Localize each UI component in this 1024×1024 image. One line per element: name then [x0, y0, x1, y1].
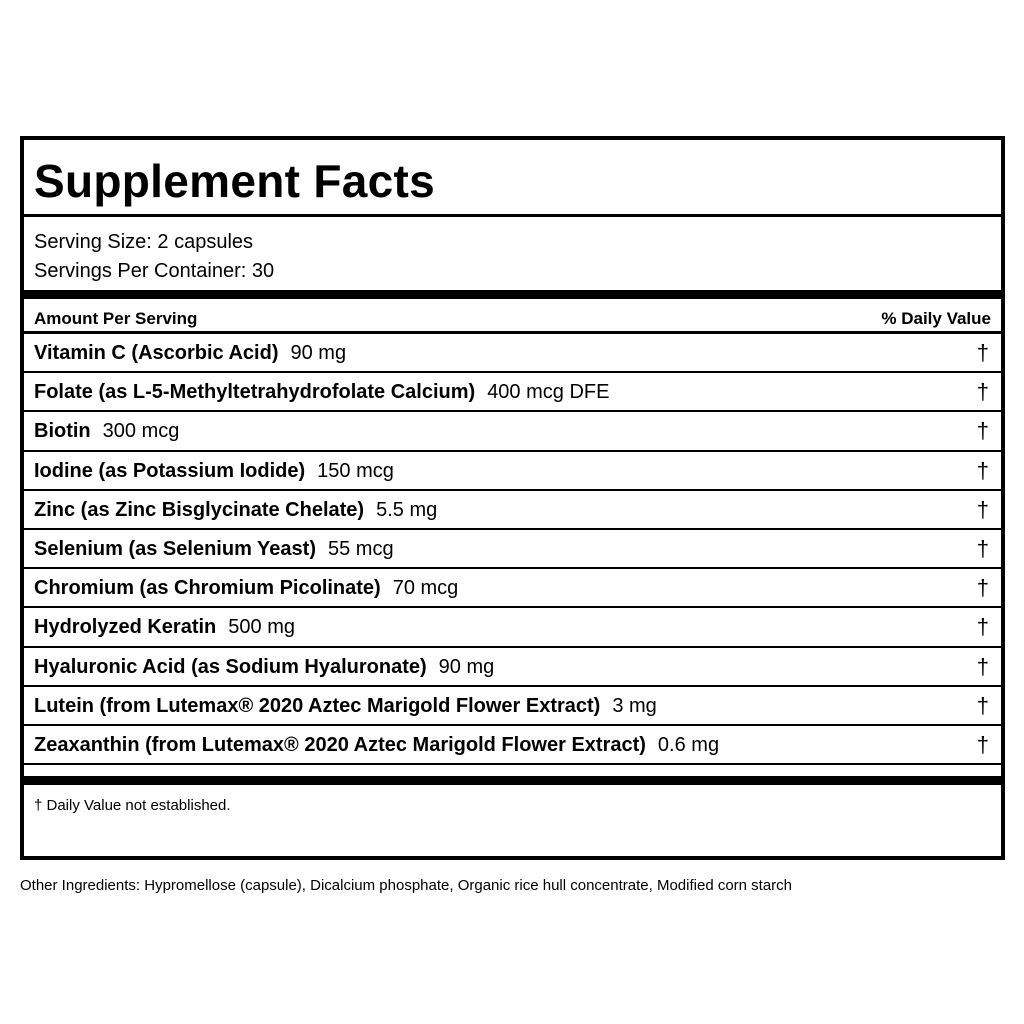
nutrient-row	[24, 412, 1001, 451]
nutrient-amount: 3 mg	[612, 694, 657, 717]
amount-per-serving-header: Amount Per Serving	[34, 309, 198, 328]
nutrient-amount: 5.5 mg	[376, 498, 438, 521]
nutrient-name: Zinc (as Zinc Bisglycinate Chelate)	[34, 498, 365, 521]
nutrient-row	[24, 452, 1001, 491]
daily-value-mark: †	[976, 496, 989, 522]
nutrient-row	[24, 334, 1001, 373]
nutrient-row	[24, 373, 1001, 412]
nutrient-amount: 55 mcg	[327, 537, 394, 560]
daily-value-mark: †	[976, 340, 989, 365]
nutrient-amount: 300 mcg	[102, 420, 180, 443]
nutrient-amount: 90 mg	[438, 655, 495, 678]
nutrient-amount: 400 mcg DFE	[487, 381, 610, 404]
nutrient-name: Zeaxanthin (from Lutemax® 2020 Aztec Marigold Flower Extract)	[34, 733, 646, 756]
daily-value-mark: †	[976, 575, 989, 601]
supplement-facts-panel	[20, 136, 1005, 860]
nutrient-row	[24, 569, 1001, 608]
nutrient-name: Selenium (as Selenium Yeast)	[34, 537, 316, 560]
daily-value-mark: †	[976, 379, 989, 405]
serving-size: Serving Size: 2 capsules	[34, 231, 254, 253]
daily-value-mark: †	[976, 418, 989, 444]
daily-value-mark: †	[976, 653, 989, 679]
nutrient-row	[24, 648, 1001, 687]
other-ingredients: Other Ingredients: Hypromellose (capsule), Dicalcium phosphate, Organic rice hull concentrate, Modified corn starch	[20, 877, 793, 894]
nutrient-name: Folate (as L-5-Methyltetrahydrofolate Calcium)	[34, 381, 476, 404]
nutrient-row	[24, 687, 1001, 726]
nutrient-name: Iodine (as Potassium Iodide)	[34, 459, 306, 482]
nutrient-name: Hyaluronic Acid (as Sodium Hyaluronate)	[34, 655, 427, 678]
daily-value-footnote: † Daily Value not established.	[34, 797, 231, 814]
nutrient-amount: 150 mcg	[317, 459, 394, 482]
nutrient-amount: 90 mg	[290, 342, 347, 364]
nutrient-name: Hydrolyzed Keratin	[34, 616, 217, 639]
thick-divider-top	[24, 290, 1001, 299]
nutrient-row	[24, 726, 1001, 765]
nutrient-row	[24, 491, 1001, 530]
nutrient-row	[24, 608, 1001, 647]
panel-title: Supplement Facts	[34, 155, 435, 207]
nutrient-row	[24, 530, 1001, 569]
servings-per-container: Servings Per Container: 30	[34, 260, 275, 282]
column-header-row	[24, 299, 1001, 334]
daily-value-mark: †	[976, 457, 989, 483]
daily-value-mark: †	[976, 731, 989, 757]
nutrient-name: Chromium (as Chromium Picolinate)	[34, 577, 381, 600]
daily-value-header: % Daily Value	[881, 309, 991, 328]
thick-divider-bottom	[24, 776, 1001, 785]
nutrient-amount: 500 mg	[228, 616, 295, 639]
nutrient-amount: 70 mcg	[392, 577, 459, 600]
nutrient-name: Lutein (from Lutemax® 2020 Aztec Marigold Flower Extract)	[34, 694, 601, 717]
daily-value-mark: †	[976, 692, 989, 718]
daily-value-mark: †	[976, 535, 989, 561]
nutrient-name: Biotin	[34, 420, 91, 443]
title-divider	[24, 214, 1001, 217]
nutrient-list	[24, 334, 1001, 765]
nutrient-amount: 0.6 mg	[657, 733, 720, 756]
daily-value-mark: †	[976, 614, 989, 640]
nutrient-name: Vitamin C (Ascorbic Acid)	[34, 342, 279, 364]
